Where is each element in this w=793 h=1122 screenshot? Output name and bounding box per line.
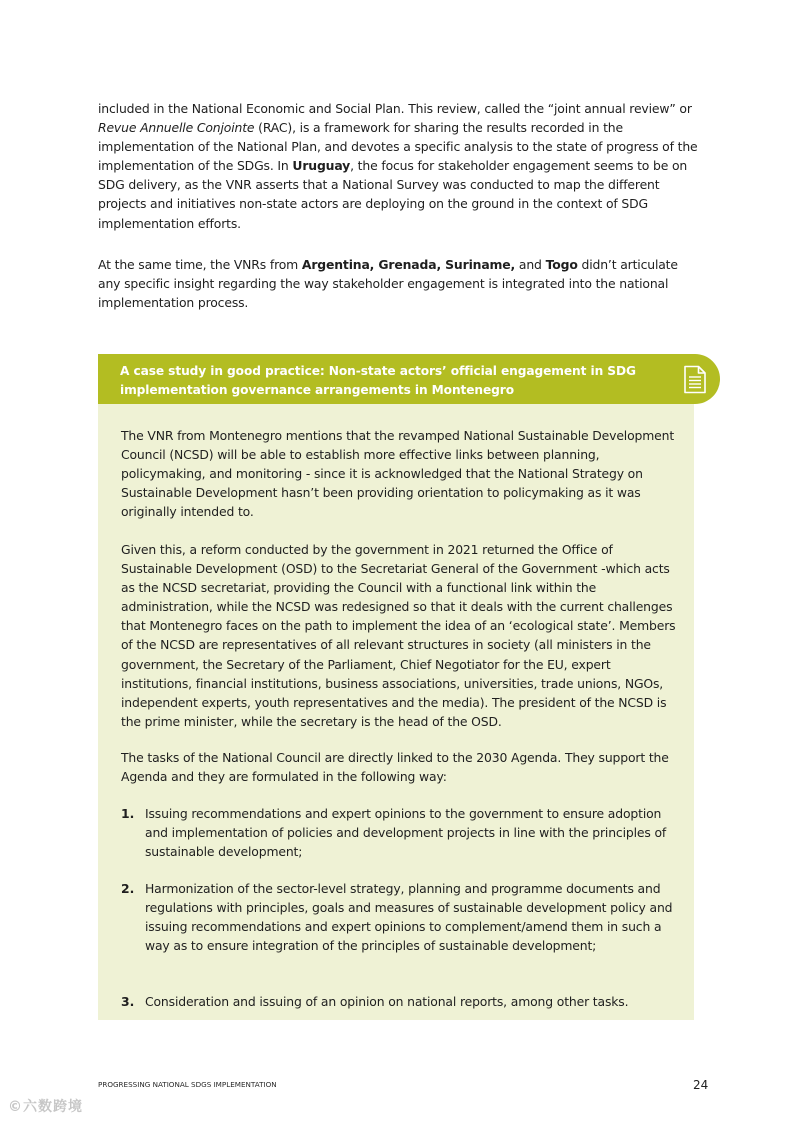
footer-label: PROGRESSING NATIONAL SDGS IMPLEMENTATION [98, 1080, 277, 1089]
italic-run: Revue Annuelle Conjointe [98, 120, 255, 136]
list-number: 2. [121, 881, 135, 896]
text-run: (RAC), is a framework for sharing the results recorded in the implementation of the National Plan, and devotes a specific analysis to the state of progress of the implementation of the SDGs. In [98, 120, 698, 174]
intro-paragraph-1 [98, 99, 698, 233]
watermark: ©六数跨境 [8, 1099, 83, 1115]
bold-run: Togo [545, 257, 578, 272]
case-study-title: A case study in good practice: Non-state actors’ official engagement in SDG implementation governance arrangements in Montenegro [120, 364, 636, 397]
list-number: 3. [121, 994, 135, 1009]
bold-run: Argentina, Grenada, Suriname, [301, 257, 516, 272]
bold-run: Uruguay [292, 158, 351, 174]
case-study-paragraph: Given this, a reform conducted by the government in 2021 returned the Office of Sustainable Development (OSD) to the Secretariat General of the Government -which acts as the NCSD secretariat, providing the Council with a functional link within the administration, while the NCSD was redesigned so that it deals with the current challenges that Montenegro faces on the path to implement the idea of an ‘ecological state’. Members of the NCSD are representatives of all relevant structures in society (all ministers in the government, the Secretary of the Parliament, Chief Negotiator for the EU, expert institutions, financial institutions, business associations, universities, trade unions, NGOs, independent experts, youth representatives and the media). The president of the NCSD is the prime minister, while the secretary is the head of the OSD. [121, 542, 676, 729]
intro-paragraph-2 [98, 255, 698, 312]
list-text: Issuing recommendations and expert opinions to the government to ensure adoption and implementation of policies and development projects in line with the principles of sustainable development; [145, 806, 667, 860]
text-run: included in the National Economic and Social Plan. This review, called the “joint annual review” or [98, 101, 692, 116]
text-run: didn’t articulate any specific insight regarding the way stakeholder engagement is integrated into the national implementation process. [98, 257, 678, 311]
document-icon [683, 365, 707, 394]
text-run: and [515, 257, 546, 272]
text-run: At the same time, the VNRs from [98, 257, 302, 272]
list-number: 1. [121, 806, 135, 821]
list-text: Consideration and issuing of an opinion on national reports, among other tasks. [145, 994, 629, 1009]
case-study-paragraph: The VNR from Montenegro mentions that the revamped National Sustainable Development Council (NCSD) will be able to establish more effective links between planning, policymaking, and monitoring - since it is acknowledged that the National Strategy on Sustainable Development hasn’t been providing orientation to policymaking as it was originally intended to. [121, 428, 675, 520]
case-study-paragraph: The tasks of the National Council are directly linked to the 2030 Agenda. They support the Agenda and they are formulated in the following way: [121, 750, 669, 785]
list-text: Harmonization of the sector-level strategy, planning and programme documents and regulations with principles, goals and measures of sustainable development policy and issuing recommendations and expert opinions to complement/amend them in such a way as to ensure integration of the principles of sustainable development; [145, 881, 673, 954]
page-number: 24 [693, 1078, 709, 1092]
case-study-header [98, 354, 720, 404]
text-run: , the focus for stakeholder engagement seems to be on SDG delivery, as the VNR asserts that a National Survey was conducted to map the different projects and initiatives non-state actors are deploying on the ground in the context of SDG implementation efforts. [98, 158, 688, 231]
